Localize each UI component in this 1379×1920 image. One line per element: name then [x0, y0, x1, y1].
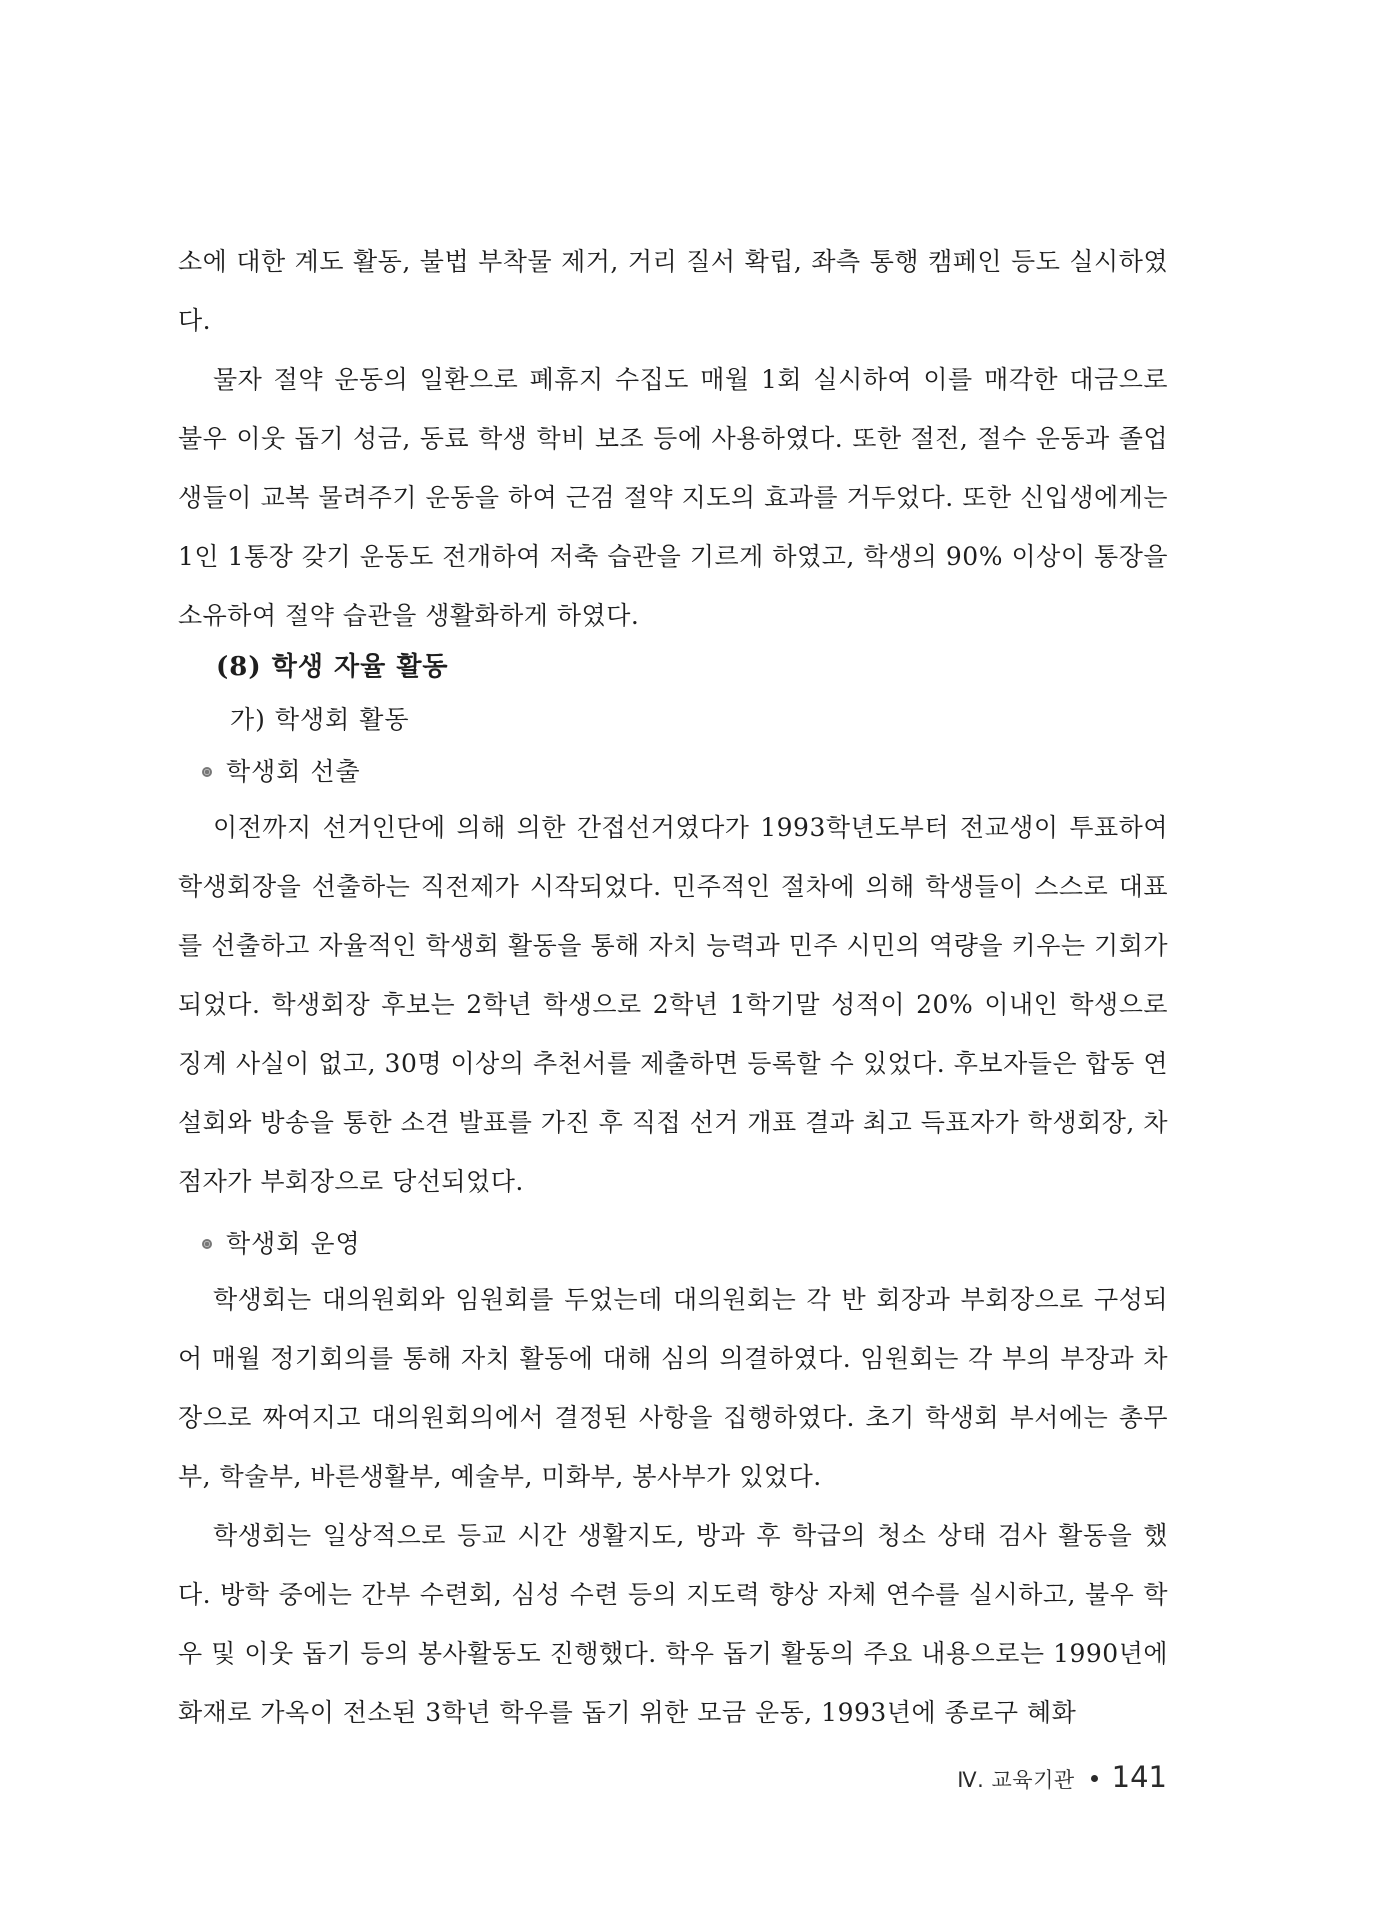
intro-text-block — [178, 232, 1168, 645]
election-text-block — [178, 798, 1168, 1211]
savings-paragraph: 물자 절약 운동의 일환으로 폐휴지 수집도 매월 1회 실시하여 이를 매각한 대금으로 불우 이웃 돕기 성금, 동료 학생 학비 보조 등에 사용하였다. 또한 절전, 절수 운동과 졸업생들이 교복 물려주기 운동을 하여 근검 절약 지도의 효과를 거두었다. 또한 신입생에게는 1인 1통장 갖기 운동도 전개하여 저축 습관을 기르게 하였고, 학생의 90% 이상이 통장을 소유하여 절약 습관을 생활화하게 하였다. — [178, 365, 1168, 630]
bullet-icon — [202, 1239, 212, 1249]
election-heading — [202, 752, 361, 792]
operation-paragraph-1: 학생회는 대의원회와 임원회를 두었는데 대의원회는 각 반 회장과 부회장으로 구성되어 매월 정기회의를 통해 자치 활동에 대해 심의 의결하였다. 임원회는 각 부의 부장과 차장으로 짜여지고 대의원회의에서 결정된 사항을 집행하였다. 초기 학생회 부서에는 총무부, 학술부, 바른생활부, 예술부, 미화부, 봉사부가 있었다. — [178, 1285, 1168, 1491]
operation-heading-label: 학생회 운영 — [226, 1229, 361, 1258]
page-number: 141 — [1111, 1760, 1167, 1794]
section-subheading: 가) 학생회 활동 — [230, 705, 410, 734]
page-footer — [957, 1760, 1167, 1794]
bullet-dot-icon — [1091, 1775, 1098, 1782]
section-heading: (8) 학생 자율 활동 — [216, 652, 449, 682]
footer-section-label: Ⅳ. 교육기관 — [957, 1768, 1075, 1792]
bullet-icon — [202, 767, 212, 777]
operation-paragraph-2: 학생회는 일상적으로 등교 시간 생활지도, 방과 후 학급의 청소 상태 검사 활동을 했다. 방학 중에는 간부 수련회, 심성 수련 등의 지도력 향상 자체 연수를 실시하고, 불우 학우 및 이웃 돕기 등의 봉사활동도 진행했다. 학우 돕기 활동의 주요 내용으로는 1990년에 화재로 가옥이 전소된 3학년 학우를 돕기 위한 모금 운동, 1993년에 종로구 혜화 — [178, 1521, 1168, 1727]
intro-paragraph: 소에 대한 계도 활동, 불법 부착물 제거, 거리 질서 확립, 좌측 통행 캠페인 등도 실시하였다. — [178, 247, 1168, 335]
operation-text-block — [178, 1270, 1168, 1742]
election-paragraph: 이전까지 선거인단에 의해 의한 간접선거였다가 1993학년도부터 전교생이 투표하여 학생회장을 선출하는 직전제가 시작되었다. 민주적인 절차에 의해 학생들이 스스로 대표를 선출하고 자율적인 학생회 활동을 통해 자치 능력과 민주 시민의 역량을 키우는 기회가 되었다. 학생회장 후보는 2학년 학생으로 2학년 1학기말 성적이 20% 이내인 학생으로 징계 사실이 없고, 30명 이상의 추천서를 제출하면 등록할 수 있었다. 후보자들은 합동 연설회와 방송을 통한 소견 발표를 가진 후 직접 선거 개표 결과 최고 득표자가 학생회장, 차점자가 부회장으로 당선되었다. — [178, 813, 1168, 1196]
operation-heading — [202, 1224, 361, 1264]
election-heading-label: 학생회 선출 — [226, 757, 361, 786]
